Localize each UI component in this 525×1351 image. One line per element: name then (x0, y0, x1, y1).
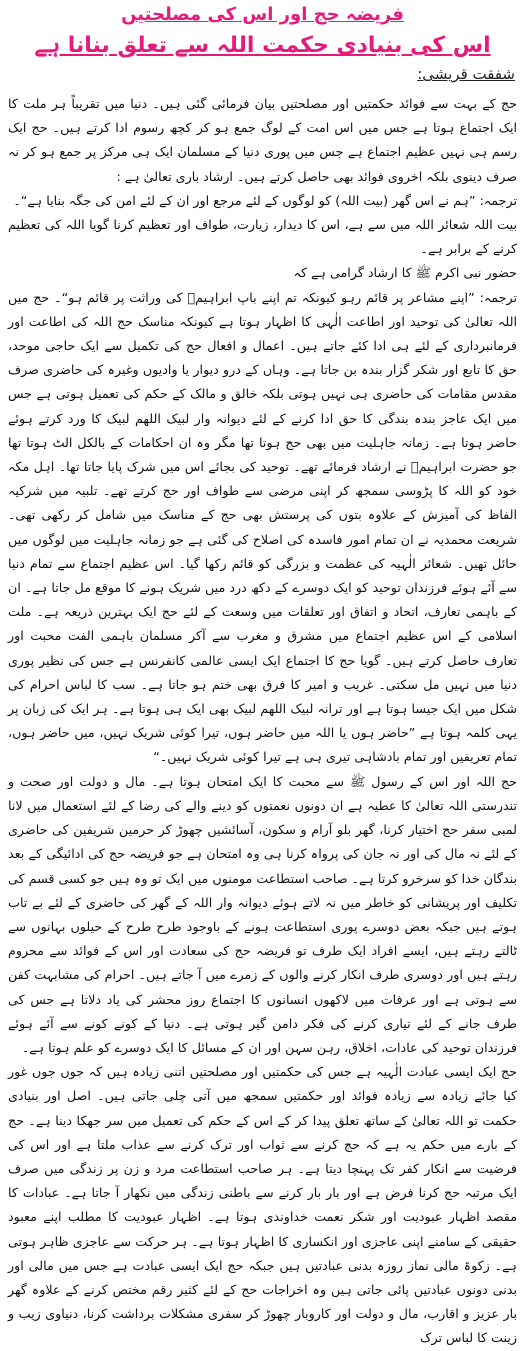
paragraph: ترجمہ: ”ہم نے اس گھر (بیت اللہ) کو لوگوں کے لئے مرجع اور ان کے لئے امن کی جگہ بنایا ہے“۔ (13, 192, 517, 208)
paragraph: حج کے بہت سے فوائد حکمتیں اور مصلحتیں بیان فرمائی گئی ہیں۔ دنیا میں تقریباً ہر ملت کا ایک اجتماع ہوتا ہے جس میں اس امت کے لوگ جمع ہو کر کچھ رسوم ادا کرتے ہیں۔ حج ایک رسم ہی نہیں عظیم اجتماع ہے جس میں پوری دنیا کے مسلمان ایک ہی مرکز پر جمع ہو کر نہ صرف دینوی بلکہ اخروی فوائد بھی حاصل کرتے ہیں۔ ارشاد باری تعالیٰ ہے : (8, 96, 517, 184)
article-subtitle: اس کی بنیادی حکمت اللہ سے تعلق بنانا ہے (34, 33, 491, 58)
article-title: فریضہ حج اور اس کی مصلحتیں (121, 4, 404, 25)
paragraph: ترجمہ: ”اپنے مشاعر پر قائم رہو کیونکہ تم اپنے باپ ابراہیمؑ کی وراثت پر قائم ہو“۔ حج میں اللہ تعالیٰ کی توحید اور اطاعت الٰہی کا اظہار ہوتا ہے کیونکہ مناسک حج اللہ کی اطاعت اور فرمانبرداری کے لئے ہی ادا کئے جاتے ہیں۔ اعمال و افعال حج کی تکمیل سے ایک حاجی موحد، حق کا تابع اور شکر گزار بندہ بن جاتا ہے۔ وہاں کے درو دیوار یا وادیوں وغیرہ کی حاضری صرف مقدس مقامات کی حاضری ہی نہیں ہوتی بلکہ خالق و مالک کے حکم کی تعمیل ہوتی ہے جس میں ایک عاجز بندہ بندگی کا حق ادا کرنے کے لئے دیوانہ وار لبیک اللھم لبیک کا ورد کرتے ہوئے حاضر ہوتا ہے۔ زمانہ جاہلیت میں بھی حج ہوتا تھا مگر وہ ان احکامات کے بالکل الٹ ہوتا تھا جو حضرت ابراہیمؑ نے ارشاد فرمائے تھے۔ توحید کی بجائے اس میں شرک پایا جاتا تھا۔ اہل مکہ خود کو اللہ کا پڑوسی سمجھ کر اپنی مرضی سے طواف اور حج کرتے تھے۔ تلبیہ میں شرکیہ الفاظ کی آمیزش کے علاوہ بتوں کی پرستش بھی حج کے مناسک میں شامل کر رکھی تھی۔ شریعت محمدیہ نے ان تمام امور فاسدہ کی اصلاح کی گئی ہے جو زمانہ جاہلیت میں لوگوں میں حائل تھیں۔ شعائر الٰہیہ کی عظمت و بزرگی کو قائم رکھا گیا۔ اس عظیم اجتماع سے تمام دنیا سے آئے ہوئے فرزندان توحید کو ایک دوسرے کے دکھ درد میں شریک ہونے کا موقع مل جاتا ہے۔ ان کے باہمی تعارف، اتحاد و اتفاق اور تعلقات میں وسعت کے لئے حج ایک بہترین ذریعہ ہے۔ ملت اسلامی کے اس عظیم اجتماع میں مشرق و مغرب سے آکر مسلمان باہمی الفت محبت اور تعارف حاصل کرتے ہیں۔ گویا حج کا اجتماع ایک ایسی عالمی کانفرنس ہے جس کی نظیر پوری دنیا میں نہیں مل سکتی۔ غریب و امیر کا فرق بھی ختم ہو جاتا ہے۔ سب کا لباس احرام کی شکل میں ایک جیسا ہوتا ہے اور ترانہ لبیک اللھم لبیک بھی ایک ہی ہوتا ہے۔ ہر ایک کی زبان پر یہی کلمہ ہوتا ہے ”حاضر ہوں یا اللہ میں حاضر ہوں، تیرا کوئی شریک نہیں، میں حاضر ہوں، تمام تعریفیں اور تمام بادشاہی تیری ہی ہے تیرا کوئی شریک نہیں۔“ (8, 289, 518, 765)
paragraph: حضور نبی اکرم ﷺ کا ارشاد گرامی ہے کہ (293, 265, 517, 281)
author-name: شفقت قریشی: (417, 65, 515, 83)
article-body (8, 92, 517, 1351)
paragraph: حج اللہ اور اس کے رسول ﷺ سے محبت کا ایک امتحان ہوتا ہے۔ مال و دولت اور صحت و تندرستی اللہ تعالیٰ کا عطیہ ہے ان دونوں نعمتوں کو دینے والے کی رضا کے لئے استعمال میں لانا لمبی سفر حج اختیار کرنا، گھر بلو آرام و سکون، آسائشیں چھوڑ کر حرمین شریفین کی حاضری کے لئے نہ مال کی اور نہ جان کی پرواہ کرنا ہی وہ امتحان ہے جو فریضہ حج کی ادائیگی کے بعد بندگان خدا کو سرخرو کرتا ہے۔ صاحب استطاعت مومنوں میں ایک تو وہ ہیں جو کسی قسم کی تکلیف اور پریشانی کو خاطر میں نہ لاتے ہوئے دیوانہ وار اللہ کے گھر کی حاضری کے لئے بے تاب ہوتے ہیں جبکہ بعض دوسرے پوری استطاعت ہونے کے باوجود طرح طرح کے حیلوں بہانوں سے ٹالتے رہتے ہیں، ایسے افراد ایک طرف تو فریضہ حج کی سعادت اور اس کے فوائد سے محروم رہتے ہیں اور دوسری طرف انکار کرنے والوں کے زمرے میں آ جاتے ہیں۔ احرام کی مشابہت کفن سے ہوتی ہے اور عرفات میں لاکھوں انسانوں کا اجتماع روز محشر کی یاد دلاتا ہے جس کی طرف جانے کے لئے تیاری کرنے کی فکر دامن گیر ہوتی ہے۔ دنیا کے کونے کونے سے آئے ہوئے فرزندان توحید کی عادات، اخلاق، رہن سہن اور ان کے مسائل کا ایک دوسرے کو علم ہوتا ہے۔ (8, 773, 517, 1055)
paragraph: بیت اللہ شعائر اللہ میں سے ہے، اس کا دیدار، زیارت، طواف اور تعظیم کرنا گویا اللہ کی تعظیم کرنے کے برابر ہے۔ (8, 217, 517, 257)
paragraph: حج ایک ایسی عبادت الٰہیہ ہے جس کی حکمتیں اور مصلحتیں اتنی زیادہ ہیں کہ جوں جوں غور کیا جائے زیادہ سے زیادہ فوائد اور حکمتیں سمجھ میں آتی چلی جاتی ہیں۔ اصل اور بنیادی حکمت تو اللہ تعالیٰ کے ساتھ تعلق پیدا کر کے اس کے حکم کی تعمیل میں سر جھکا دینا ہے۔ حج کے بارے میں حکم یہ ہے کہ حج کرنے سے ثواب اور ترک کرنے سے عذاب ملتا ہے اور اس کی فرضیت سے انکار کفر تک پہنچا دیتا ہے۔ ہر صاحب استطاعت مرد و زن پر زندگی میں صرف ایک مرتبہ حج کرنا فرض ہے اور بار بار کرنے سے باطنی زندگی میں نکھار آ جاتا ہے۔ عبادات کا مقصد اظہار عبودیت اور شکر نعمت خداوندی ہوتا ہے۔ اظہار عبودیت کا مطلب اپنے معبود حقیقی کے سامنے اپنی عاجزی اور انکساری کا اظہار ہوتا ہے۔ ہر حرکت سے عاجزی ظاہر ہوتی ہے۔ زکوۃ مالی نماز روزہ بدنی عبادتیں ہیں جبکہ حج ایک ایسی عبادت ہے جس میں مالی اور بدنی دونوں عبادتیں پائی جاتی ہیں وہ اخراجات حج کے لئے کثیر رقم مختص کرنے کے علاوہ گھر بار عزیز و اقارب، مال و دولت اور کاروبار چھوڑ کر سفری مشکلات برداشت کرنا، دنیاوی زیب و زینت کا لباس ترک (8, 1064, 517, 1346)
